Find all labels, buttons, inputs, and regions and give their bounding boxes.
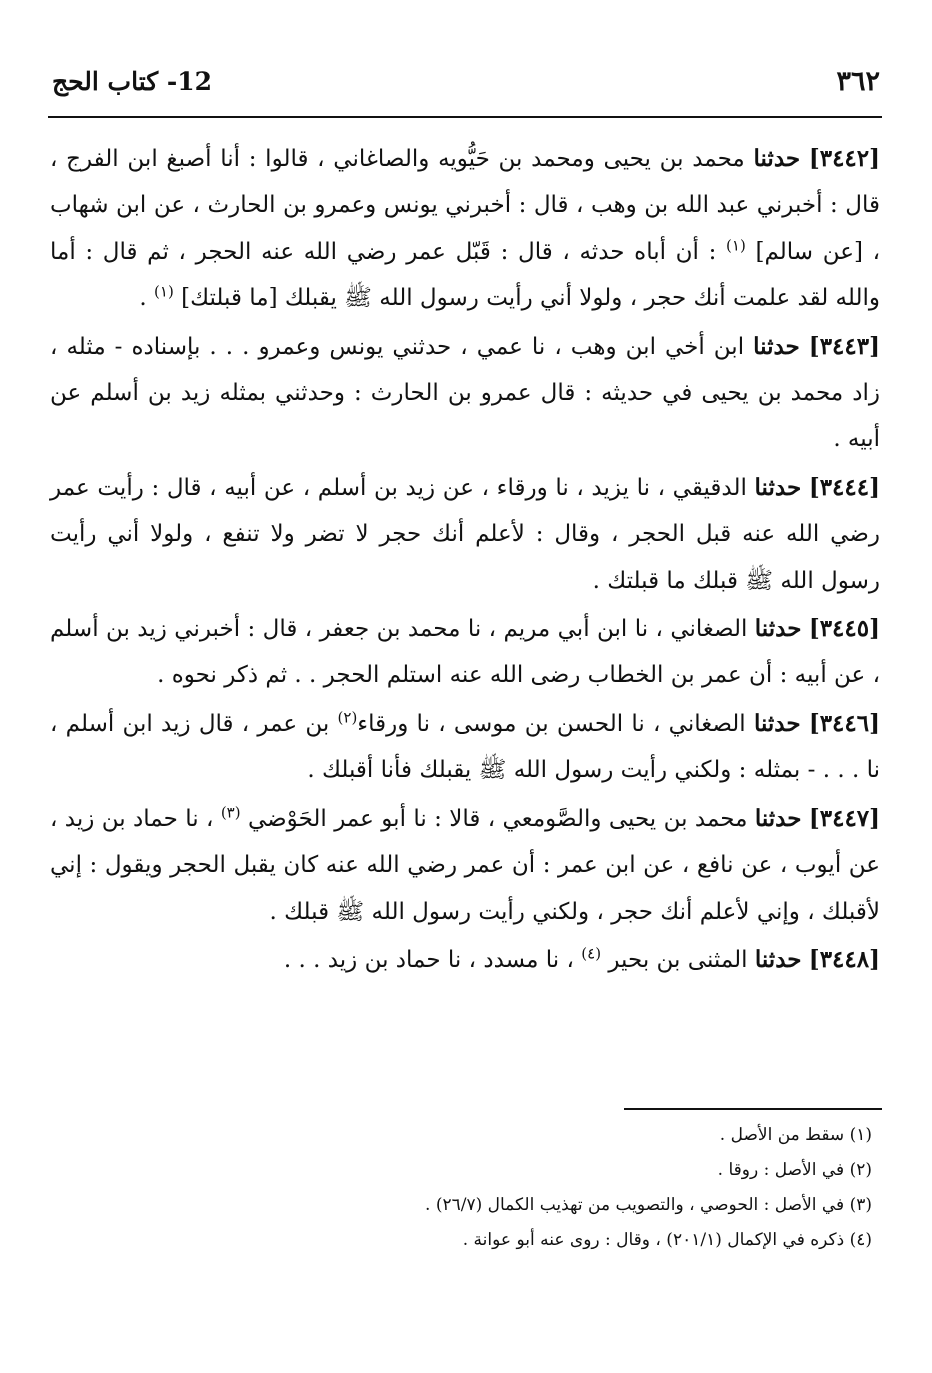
hadith-text: الصغاني ، نا الحسن بن موسى ، نا ورقاء: [357, 710, 746, 737]
footnotes: [60, 1118, 872, 1258]
hadith-3446: [50, 701, 880, 794]
page-number: ٣٦٢: [836, 66, 880, 97]
footnote-ref: (٢): [337, 708, 358, 727]
chapter-title: 12- كتاب الحج: [52, 67, 213, 96]
footnote-ref: (١): [726, 236, 746, 255]
hadith-keyword: حدثنا: [753, 332, 800, 360]
main-text: [50, 136, 880, 983]
hadith-keyword: حدثنا: [754, 945, 802, 973]
footnote-ref: (٣): [220, 803, 241, 822]
hadith-keyword: حدثنا: [754, 804, 802, 832]
hadith-3442: [50, 136, 880, 322]
hadith-3443: [50, 324, 880, 463]
hadith-number: [٣٤٤٤]: [808, 473, 881, 501]
hadith-text: بن عمر ، قال زيد ابن أسلم ، نا . . . - بمثله : ولكني رأيت رسول الله ﷺ يقبلك فأنا أقبلك .: [50, 710, 880, 784]
footnote-ref: (١): [154, 282, 174, 301]
footnote-ref: (٤): [581, 944, 602, 963]
hadith-text: .: [139, 285, 147, 312]
hadith-keyword: حدثنا: [754, 473, 802, 501]
footnote-item: (١) سقط من الأصل .: [719, 1125, 872, 1145]
hadith-text: ، نا مسدد ، نا حماد بن زيد . . .: [283, 946, 574, 973]
hadith-keyword: حدثنا: [754, 615, 802, 643]
hadith-3444: [50, 465, 880, 604]
footnote-item: (٤) ذكره في الإكمال (٢٠١/١) ، وقال : روى عنه أبو عوانة .: [462, 1230, 872, 1250]
hadith-text: الصغاني ، نا ابن أبي مريم ، نا محمد بن جعفر ، قال : أخبرني زيد بن أسلم ، عن أبيه : أن عمر بن الخطاب رضى الله عنه استلم الحجر . . ثم ذكر نحوه .: [50, 616, 880, 689]
hadith-text: ابن أخي ابن وهب ، نا عمي ، حدثني يونس وعمرو . . . بإسناده - مثله ، زاد محمد بن يحيى في حديثه : قال عمرو بن الحارث : وحدثني بمثله زيد بن أسلم عن أبيه .: [50, 333, 880, 453]
hadith-number: [٣٤٤٨]: [808, 945, 880, 973]
header-divider: [48, 116, 882, 118]
hadith-number: [٣٤٤٣]: [808, 332, 880, 360]
hadith-number: [٣٤٤٦]: [808, 709, 881, 737]
hadith-number: [٣٤٤٢]: [808, 145, 881, 172]
hadith-number: [٣٤٤٧]: [808, 804, 881, 832]
hadith-keyword: حدثنا: [753, 709, 801, 737]
hadith-text: المثنى بن بحير: [608, 946, 748, 973]
hadith-text: الدقيقي ، نا يزيد ، نا ورقاء ، عن زيد بن أسلم ، عن أبيه ، قال : رأيت عمر رضي الله عنه قبل الحجر ، وقال : لأعلم أنك حجر لا تضر ولا تنفع ، ولولا أني رأيت رسول الله ﷺ قبلك ما قبلتك .: [50, 474, 880, 594]
hadith-text: محمد بن يحيى ومحمد بن حَيُّويه والصاغاني ، قالوا : أنا أصبغ ابن الفرج ، قال : أخبرني عبد الله بن وهب ، قال : أخبرني يونس وعمرو بن الحارث ، عن ابن شهاب ، [عن سالم]: [50, 146, 881, 265]
footnote-item: (٣) في الأصل : الحوصي ، والتصويب من تهذيب الكمال (٢٦/٧) .: [425, 1195, 872, 1215]
hadith-3448: [50, 937, 880, 983]
hadith-text: محمد بن يحيى والصَّومعي ، قالا : نا أبو عمر الحَوْضي: [247, 805, 748, 832]
hadith-number: [٣٤٤٥]: [808, 615, 881, 643]
footnote-divider: [624, 1108, 882, 1110]
hadith-text: ، نا حماد بن زيد ، عن أيوب ، عن نافع ، عن ابن عمر : أن عمر رضي الله عنه كان يقبل الحجر ويقول : إني لأقبلك ، وإني لأعلم أنك حجر ، ولكني رأيت رسول الله ﷺ قبلك .: [50, 805, 880, 925]
hadith-keyword: حدثنا: [753, 145, 801, 172]
page-header: [52, 62, 880, 102]
hadith-text: : أن أباه حدثه ، قال : قَبّل عمر رضي الله عنه الحجر ، ثم قال : أما والله لقد علمت أنك حجر ، ولولا أني رأيت رسول الله ﷺ يقبلك [ما قبلتك]: [50, 238, 880, 312]
hadith-3445: [50, 606, 880, 699]
hadith-3447: [50, 796, 880, 935]
footnote-item: (٢) في الأصل : روقا .: [717, 1160, 872, 1180]
